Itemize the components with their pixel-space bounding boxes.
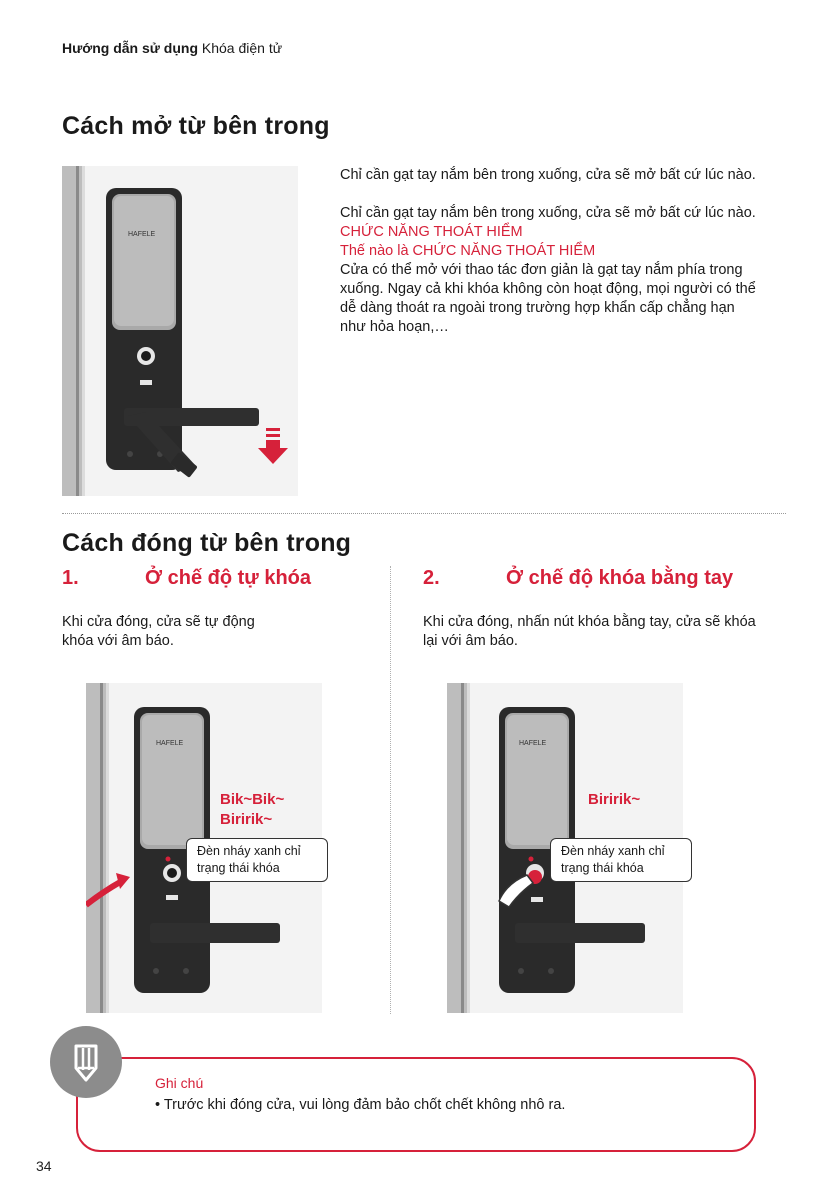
column-divider	[390, 566, 391, 1014]
manual-lock-callout	[550, 838, 692, 882]
open-para-1: Chỉ cần gạt tay nắm bên trong xuống, cửa sẽ mở bất cứ lúc nào.	[340, 167, 756, 183]
open-instructions	[340, 166, 760, 337]
header-title-bold: Hướng dẫn sử dụng	[62, 40, 198, 56]
running-header	[62, 40, 282, 56]
open-lock-brand: HAFELE	[128, 231, 156, 238]
manual-lock-brand: HAFELE	[519, 740, 547, 747]
section-divider	[62, 513, 786, 514]
auto-lock-callout	[186, 838, 328, 882]
auto-lock-brand: HAFELE	[156, 740, 184, 747]
section-close-heading: Cách đóng từ bên trong	[62, 529, 352, 557]
section-open-heading: Cách mở từ bên trong	[62, 112, 330, 140]
note-title: Ghi chú	[155, 1075, 204, 1091]
escape-feature-question: Thế nào là CHỨC NĂNG THOÁT HIỂM	[340, 243, 596, 259]
escape-feature-title: CHỨC NĂNG THOÁT HIỂM	[340, 224, 523, 240]
open-para-2: Chỉ cần gạt tay nắm bên trong xuống, cửa sẽ mở bất cứ lúc nào.	[340, 205, 756, 221]
note-pencil-icon	[50, 1026, 122, 1098]
auto-lock-description: Khi cửa đóng, cửa sẽ tự động khóa với âm báo.	[62, 614, 255, 649]
manual-lock-description: Khi cửa đóng, nhấn nút khóa bằng tay, cửa sẽ khóa lại với âm báo.	[423, 614, 756, 649]
page-number: 34	[36, 1158, 52, 1174]
auto-lock-sound-line2: Biririk~	[220, 811, 273, 828]
escape-feature-description: Cửa có thể mở với thao tác đơn giản là gạt tay nắm phía trong xuống. Ngay cả khi khóa không còn hoạt động, mọi người có thể dễ dàng thoát ra ngoài trong trường hợp khẩn cấp chẳng hạn như hỏa hoạn,…	[340, 262, 756, 335]
header-title-rest: Khóa điện tử	[201, 40, 283, 56]
auto-lock-sound	[220, 790, 284, 830]
auto-lock-callout-line2: trạng thái khóa	[197, 861, 280, 875]
open-inside-illustration	[62, 166, 298, 496]
manual-lock-title: Ở chế độ khóa bằng tay	[506, 567, 734, 589]
manual-lock-sound	[588, 790, 640, 810]
manual-lock-number: 2.	[423, 567, 440, 589]
auto-lock-title: Ở chế độ tự khóa	[145, 567, 312, 589]
auto-lock-sound-line1: Bik~Bik~	[220, 791, 285, 808]
manual-lock-callout-line2: trạng thái khóa	[561, 861, 644, 875]
manual-lock-callout-line1: Đèn nháy xanh chỉ	[561, 844, 665, 858]
auto-lock-number: 1.	[62, 567, 79, 589]
note-text: • Trước khi đóng cửa, vui lòng đảm bảo chốt chết không nhô ra.	[155, 1097, 566, 1113]
manual-lock-sound-line1: Biririk~	[588, 791, 641, 808]
auto-lock-callout-line1: Đèn nháy xanh chỉ	[197, 844, 301, 858]
